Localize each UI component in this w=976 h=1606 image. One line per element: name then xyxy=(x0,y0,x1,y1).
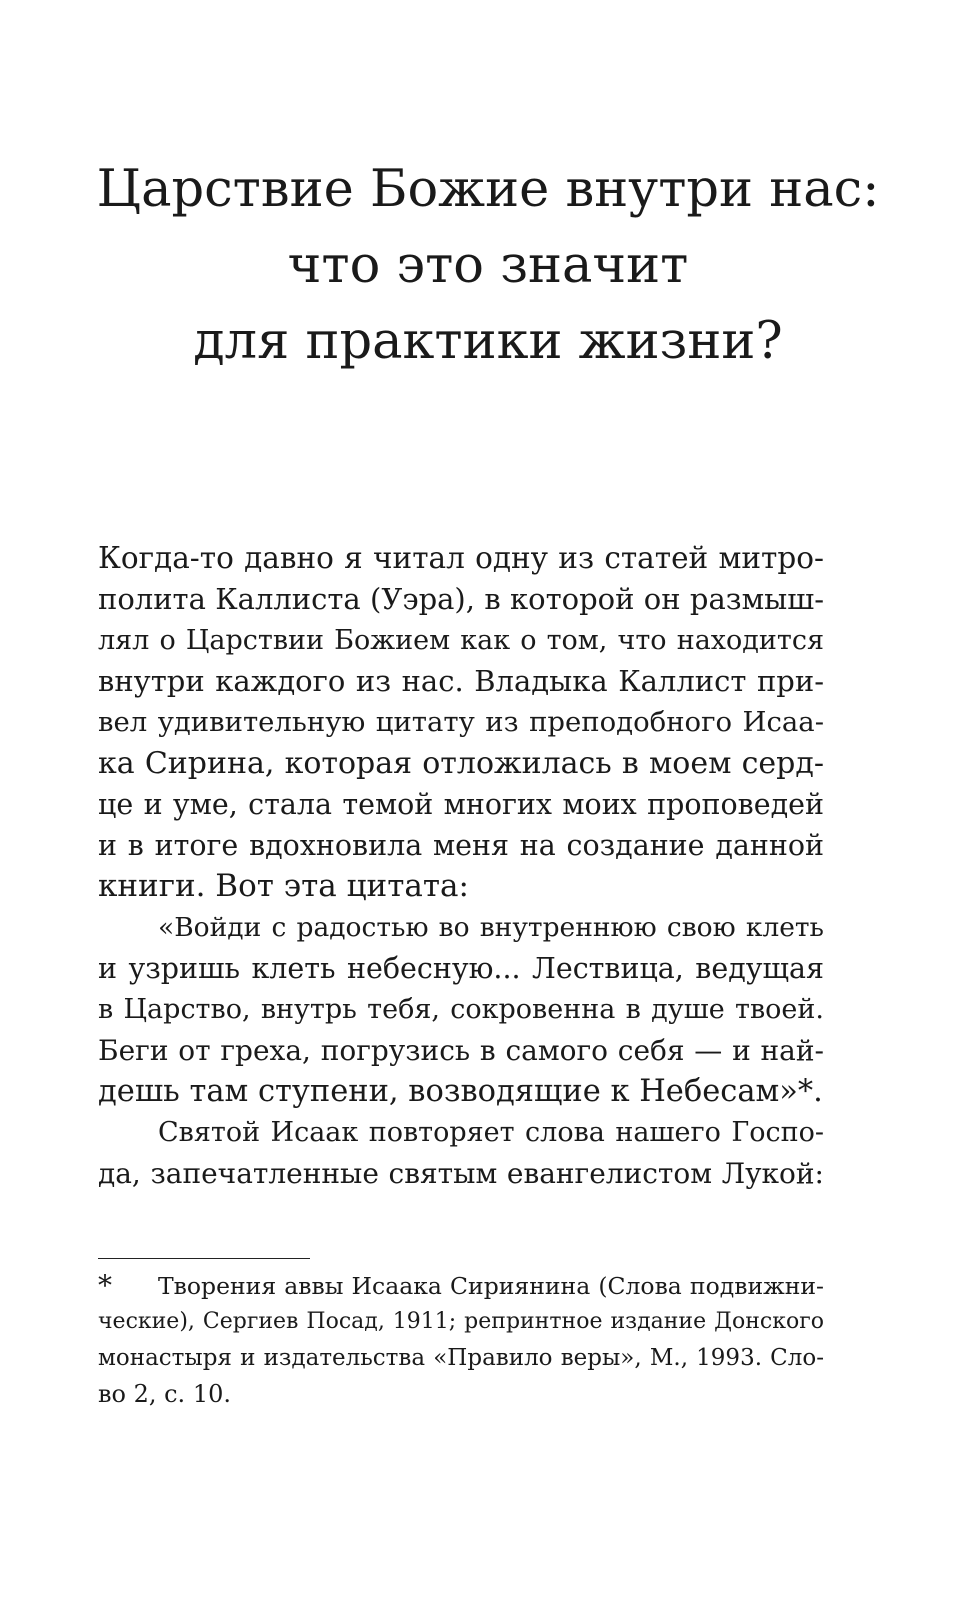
body-line: и в итоге вдохновила меня на создание данной xyxy=(98,829,824,862)
quote-line: в Царство, внутрь тебя, сокровенна в душе твоей. xyxy=(98,994,824,1025)
body-line: ка Сирина, которая отложилась в моем серд- xyxy=(98,746,824,781)
body-line: да, запечатленные святым евангелистом Лукой: xyxy=(98,1157,824,1190)
title-line: что это значит xyxy=(287,236,689,295)
title-line: Царствие Божие внутри нас: xyxy=(96,160,880,219)
body-line: внутри каждого из нас. Владыка Каллист при- xyxy=(98,664,824,698)
body-line: лял о Царствии Божием как о том, что находится xyxy=(98,625,824,656)
footnote-divider xyxy=(98,1258,310,1259)
footnote-marker: * xyxy=(98,1269,112,1302)
footnote-line: во 2, с. 10. xyxy=(98,1380,231,1408)
footnote-line: монастыря и издательства «Правило веры», М., 1993. Сло- xyxy=(98,1345,824,1371)
chapter-title xyxy=(60,152,916,380)
footnote-line: ческие), Сергиев Посад, 1911; репринтное издание Донского xyxy=(98,1309,824,1334)
quote-line: «Войди с радостью во внутреннюю свою клеть xyxy=(158,912,824,943)
quote-line: дешь там ступени, возводящие к Небесам»*. xyxy=(98,1074,823,1109)
body-line: Святой Исаак повторяет слова нашего Госпо- xyxy=(158,1117,824,1148)
footnote xyxy=(98,1268,824,1412)
body-line: полита Каллиста (Уэра), в которой он размыш- xyxy=(98,582,824,616)
body-line: вел удивительную цитату из преподобного Исаа- xyxy=(98,706,824,738)
footnote-line xyxy=(98,1268,824,1304)
quote-line: Беги от греха, погрузись в самого себя — и най- xyxy=(98,1034,824,1067)
title-line: для практики жизни? xyxy=(193,312,783,371)
body-line: це и уме, стала темой многих моих проповедей xyxy=(98,788,824,821)
quote-line: и узришь клеть небесную... Лествица, ведущая xyxy=(98,952,824,985)
footnote-text: Творения аввы Исаака Сириянина (Слова подвижни- xyxy=(158,1272,824,1300)
body-line: Когда-то давно я читал одну из статей митро- xyxy=(98,541,824,575)
body-text xyxy=(98,538,824,1194)
body-line: книги. Вот эта цитата: xyxy=(98,868,469,904)
